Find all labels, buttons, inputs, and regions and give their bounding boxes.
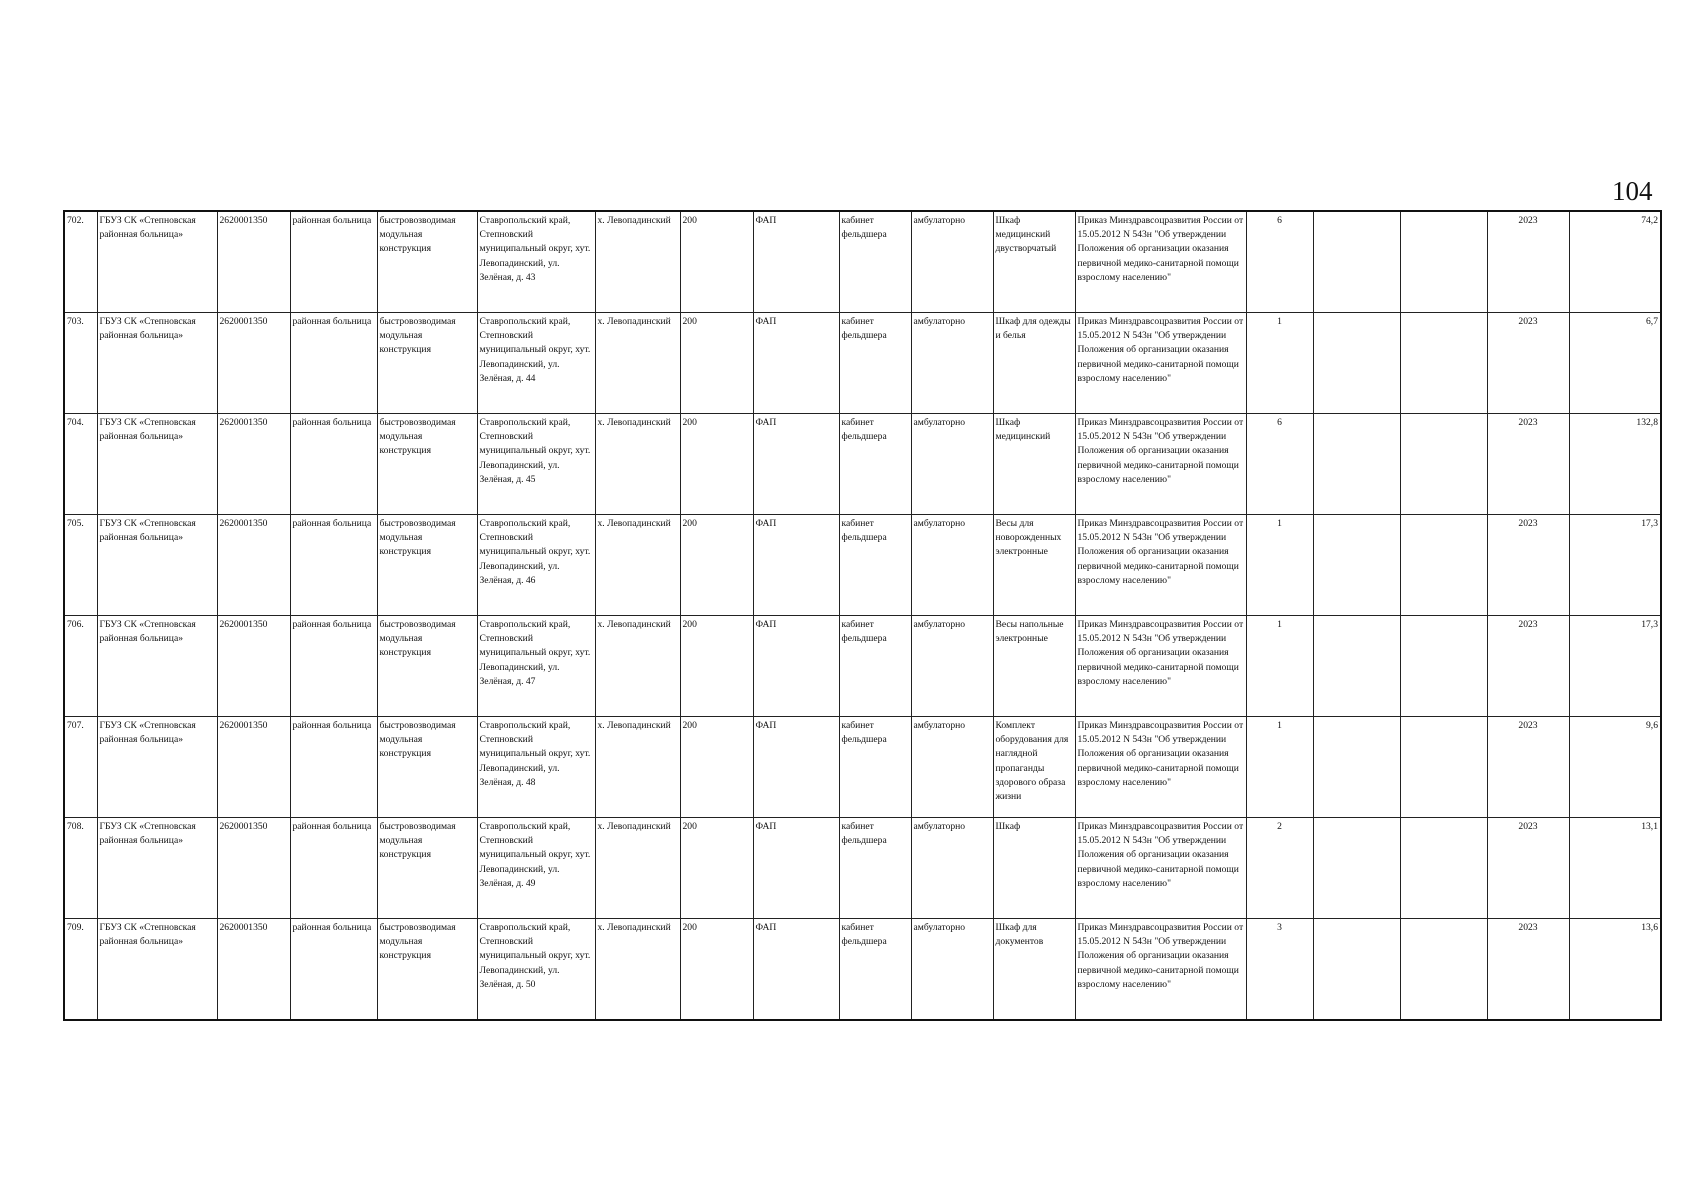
construction-cell: [377, 919, 477, 1021]
settlement-cell: [595, 414, 680, 515]
construction-cell: [377, 313, 477, 414]
type-cell: [290, 616, 377, 717]
address: Ставропольский край, Степновский муниципальный округ, хут. Левопадинский, ул. Зелёная, д. 47: [479, 619, 591, 687]
settlement-cell: [595, 515, 680, 616]
settlement-cell: [595, 313, 680, 414]
table-row: [64, 919, 1661, 1021]
room: кабинет фельдшера: [841, 316, 887, 342]
quantity: 1: [1277, 518, 1282, 529]
extra-cell-1: [1313, 313, 1400, 414]
organization-code: 2620001350: [219, 720, 268, 731]
unit-type: ФАП: [755, 821, 777, 832]
population-cell: [680, 818, 753, 919]
extra-cell-2: [1400, 616, 1487, 717]
equipment-cell: [993, 919, 1075, 1021]
organization-type: районная больница: [292, 821, 372, 832]
room-cell: [839, 616, 911, 717]
equipment-cell: [993, 616, 1075, 717]
unit-type: ФАП: [755, 922, 777, 933]
mode-cell: [911, 515, 993, 616]
care-mode: амбулаторно: [913, 215, 966, 226]
quantity: 2: [1277, 821, 1282, 832]
year-cell: [1487, 919, 1569, 1021]
construction-type: быстровозводимая модульная конструкция: [379, 215, 456, 255]
row-number: 706.: [67, 619, 84, 630]
equipment-name: Шкаф для документов: [995, 922, 1044, 948]
organization-code: 2620001350: [219, 417, 268, 428]
table-row: [64, 313, 1661, 414]
organization: ГБУЗ СК «Степновская районная больница»: [99, 417, 196, 443]
mode-cell: [911, 313, 993, 414]
amount: 17,3: [1641, 619, 1658, 630]
row-number: 702.: [67, 215, 84, 226]
year-cell: [1487, 211, 1569, 313]
extra-cell-1: [1313, 211, 1400, 313]
quantity: 1: [1277, 619, 1282, 630]
construction-type: быстровозводимая модульная конструкция: [379, 720, 456, 760]
organization: ГБУЗ СК «Степновская районная больница»: [99, 215, 196, 241]
type-cell: [290, 919, 377, 1021]
amount-cell: [1569, 211, 1661, 313]
organization-cell: [97, 414, 217, 515]
organization-cell: [97, 211, 217, 313]
construction-cell: [377, 818, 477, 919]
equipment-name: Весы напольные электронные: [995, 619, 1064, 645]
year: 2023: [1518, 316, 1538, 327]
organization-code: 2620001350: [219, 821, 268, 832]
population-cell: [680, 919, 753, 1021]
population: 200: [682, 619, 697, 630]
amount-cell: [1569, 313, 1661, 414]
care-mode: амбулаторно: [913, 316, 966, 327]
order-cell: [1075, 211, 1246, 313]
extra-cell-1: [1313, 616, 1400, 717]
amount-cell: [1569, 515, 1661, 616]
quantity: 6: [1277, 417, 1282, 428]
organization-type: районная больница: [292, 619, 372, 630]
room-cell: [839, 211, 911, 313]
organization: ГБУЗ СК «Степновская районная больница»: [99, 922, 196, 948]
settlement-cell: [595, 616, 680, 717]
organization-type: районная больница: [292, 518, 372, 529]
year-cell: [1487, 414, 1569, 515]
type-cell: [290, 717, 377, 818]
organization-type: районная больница: [292, 215, 372, 226]
construction-type: быстровозводимая модульная конструкция: [379, 316, 456, 356]
order-cell: [1075, 919, 1246, 1021]
extra-cell-2: [1400, 717, 1487, 818]
amount: 6,7: [1646, 316, 1658, 327]
construction-type: быстровозводимая модульная конструкция: [379, 619, 456, 659]
population: 200: [682, 215, 697, 226]
care-mode: амбулаторно: [913, 922, 966, 933]
unit-cell: [753, 818, 839, 919]
extra-cell-2: [1400, 313, 1487, 414]
quantity-cell: [1246, 515, 1313, 616]
organization-code: 2620001350: [219, 619, 268, 630]
room: кабинет фельдшера: [841, 821, 887, 847]
page-number: 104: [1612, 176, 1653, 206]
extra-cell-1: [1313, 414, 1400, 515]
year-cell: [1487, 313, 1569, 414]
mode-cell: [911, 818, 993, 919]
year-cell: [1487, 616, 1569, 717]
organization: ГБУЗ СК «Степновская районная больница»: [99, 316, 196, 342]
organization: ГБУЗ СК «Степновская районная больница»: [99, 619, 196, 645]
row-number: 704.: [67, 417, 84, 428]
quantity-cell: [1246, 919, 1313, 1021]
equipment-cell: [993, 313, 1075, 414]
construction-cell: [377, 515, 477, 616]
amount: 13,1: [1641, 821, 1658, 832]
equipment-cell: [993, 515, 1075, 616]
unit-cell: [753, 211, 839, 313]
table-row: [64, 717, 1661, 818]
address: Ставропольский край, Степновский муниципальный округ, хут. Левопадинский, ул. Зелёная, д. 45: [479, 417, 591, 485]
row-number: 708.: [67, 821, 84, 832]
amount-cell: [1569, 919, 1661, 1021]
address: Ставропольский край, Степновский муниципальный округ, хут. Левопадинский, ул. Зелёная, д. 46: [479, 518, 591, 586]
amount: 132,8: [1636, 417, 1658, 428]
unit-cell: [753, 919, 839, 1021]
address-cell: [477, 616, 595, 717]
year: 2023: [1518, 821, 1538, 832]
settlement: х. Левопадинский: [597, 720, 671, 731]
population-cell: [680, 616, 753, 717]
quantity-cell: [1246, 818, 1313, 919]
table-row: [64, 616, 1661, 717]
quantity: 6: [1277, 215, 1282, 226]
row-number-cell: [64, 515, 97, 616]
amount: 17,3: [1641, 518, 1658, 529]
equipment-name: Комплект оборудования для наглядной пропаганды здорового образа жизни: [995, 720, 1069, 803]
construction-cell: [377, 616, 477, 717]
extra-cell-2: [1400, 211, 1487, 313]
order-cell: [1075, 717, 1246, 818]
quantity: 1: [1277, 720, 1282, 731]
room-cell: [839, 818, 911, 919]
room: кабинет фельдшера: [841, 518, 887, 544]
address: Ставропольский край, Степновский муниципальный округ, хут. Левопадинский, ул. Зелёная, д. 43: [479, 215, 591, 283]
mode-cell: [911, 919, 993, 1021]
organization-code: 2620001350: [219, 518, 268, 529]
organization-cell: [97, 313, 217, 414]
type-cell: [290, 818, 377, 919]
equipment-name: Шкаф медицинский: [995, 417, 1051, 443]
unit-type: ФАП: [755, 316, 777, 327]
row-number-cell: [64, 919, 97, 1021]
regulation-order: Приказ Минздравсоцразвития России от 15.05.2012 N 543н "Об утверждении Положения об организации оказания первичной медико-санитарной помощи взрослому населению": [1077, 720, 1244, 788]
organization-cell: [97, 515, 217, 616]
type-cell: [290, 414, 377, 515]
code-cell: [217, 717, 290, 818]
population: 200: [682, 720, 697, 731]
organization-type: районная больница: [292, 922, 372, 933]
amount: 74,2: [1641, 215, 1658, 226]
organization-code: 2620001350: [219, 922, 268, 933]
organization-cell: [97, 717, 217, 818]
row-number-cell: [64, 818, 97, 919]
quantity-cell: [1246, 211, 1313, 313]
row-number-cell: [64, 616, 97, 717]
care-mode: амбулаторно: [913, 821, 966, 832]
regulation-order: Приказ Минздравсоцразвития России от 15.05.2012 N 543н "Об утверждении Положения об организации оказания первичной медико-санитарной помощи взрослому населению": [1077, 215, 1244, 283]
year: 2023: [1518, 922, 1538, 933]
settlement: х. Левопадинский: [597, 316, 671, 327]
address: Ставропольский край, Степновский муниципальный округ, хут. Левопадинский, ул. Зелёная, д. 48: [479, 720, 591, 788]
construction-type: быстровозводимая модульная конструкция: [379, 922, 456, 962]
year: 2023: [1518, 720, 1538, 731]
care-mode: амбулаторно: [913, 720, 966, 731]
organization-type: районная больница: [292, 417, 372, 428]
year-cell: [1487, 515, 1569, 616]
regulation-order: Приказ Минздравсоцразвития России от 15.05.2012 N 543н "Об утверждении Положения об организации оказания первичной медико-санитарной помощи взрослому населению": [1077, 922, 1244, 990]
organization: ГБУЗ СК «Степновская районная больница»: [99, 720, 196, 746]
organization-type: районная больница: [292, 316, 372, 327]
quantity-cell: [1246, 414, 1313, 515]
row-number-cell: [64, 211, 97, 313]
regulation-order: Приказ Минздравсоцразвития России от 15.05.2012 N 543н "Об утверждении Положения об организации оказания первичной медико-санитарной помощи взрослому населению": [1077, 316, 1244, 384]
room: кабинет фельдшера: [841, 619, 887, 645]
settlement: х. Левопадинский: [597, 518, 671, 529]
unit-type: ФАП: [755, 417, 777, 428]
population: 200: [682, 922, 697, 933]
mode-cell: [911, 717, 993, 818]
type-cell: [290, 515, 377, 616]
row-number-cell: [64, 717, 97, 818]
room-cell: [839, 717, 911, 818]
unit-type: ФАП: [755, 720, 777, 731]
code-cell: [217, 313, 290, 414]
population: 200: [682, 821, 697, 832]
care-mode: амбулаторно: [913, 619, 966, 630]
equipment-cell: [993, 414, 1075, 515]
address: Ставропольский край, Степновский муниципальный округ, хут. Левопадинский, ул. Зелёная, д. 49: [479, 821, 591, 889]
construction-cell: [377, 211, 477, 313]
room-cell: [839, 313, 911, 414]
equipment-registry-table: [63, 210, 1662, 1021]
regulation-order: Приказ Минздравсоцразвития России от 15.05.2012 N 543н "Об утверждении Положения об организации оказания первичной медико-санитарной помощи взрослому населению": [1077, 619, 1244, 687]
organization-type: районная больница: [292, 720, 372, 731]
room-cell: [839, 515, 911, 616]
order-cell: [1075, 313, 1246, 414]
order-cell: [1075, 414, 1246, 515]
organization: ГБУЗ СК «Степновская районная больница»: [99, 518, 196, 544]
care-mode: амбулаторно: [913, 518, 966, 529]
unit-type: ФАП: [755, 518, 777, 529]
settlement: х. Левопадинский: [597, 922, 671, 933]
code-cell: [217, 515, 290, 616]
year: 2023: [1518, 215, 1538, 226]
room-cell: [839, 414, 911, 515]
address-cell: [477, 211, 595, 313]
extra-cell-1: [1313, 515, 1400, 616]
address: Ставропольский край, Степновский муниципальный округ, хут. Левопадинский, ул. Зелёная, д. 50: [479, 922, 591, 990]
organization-code: 2620001350: [219, 316, 268, 327]
address: Ставропольский край, Степновский муниципальный округ, хут. Левопадинский, ул. Зелёная, д. 44: [479, 316, 591, 384]
quantity-cell: [1246, 717, 1313, 818]
extra-cell-2: [1400, 414, 1487, 515]
equipment-cell: [993, 818, 1075, 919]
quantity-cell: [1246, 313, 1313, 414]
table-row: [64, 414, 1661, 515]
year: 2023: [1518, 619, 1538, 630]
type-cell: [290, 211, 377, 313]
equipment-cell: [993, 211, 1075, 313]
row-number-cell: [64, 313, 97, 414]
table-row: [64, 211, 1661, 313]
regulation-order: Приказ Минздравсоцразвития России от 15.05.2012 N 543н "Об утверждении Положения об организации оказания первичной медико-санитарной помощи взрослому населению": [1077, 518, 1244, 586]
row-number-cell: [64, 414, 97, 515]
organization: ГБУЗ СК «Степновская районная больница»: [99, 821, 196, 847]
settlement: х. Левопадинский: [597, 417, 671, 428]
table-row: [64, 818, 1661, 919]
address-cell: [477, 818, 595, 919]
construction-cell: [377, 414, 477, 515]
organization-code: 2620001350: [219, 215, 268, 226]
extra-cell-1: [1313, 818, 1400, 919]
unit-cell: [753, 616, 839, 717]
room: кабинет фельдшера: [841, 417, 887, 443]
construction-type: быстровозводимая модульная конструкция: [379, 821, 456, 861]
row-number: 705.: [67, 518, 84, 529]
equipment-name: Шкаф медицинский двустворчатый: [995, 215, 1057, 255]
code-cell: [217, 818, 290, 919]
settlement-cell: [595, 717, 680, 818]
order-cell: [1075, 818, 1246, 919]
equipment-name: Весы для новорожденных электронные: [995, 518, 1062, 558]
type-cell: [290, 313, 377, 414]
population-cell: [680, 414, 753, 515]
settlement-cell: [595, 818, 680, 919]
settlement-cell: [595, 211, 680, 313]
population-cell: [680, 313, 753, 414]
unit-type: ФАП: [755, 619, 777, 630]
organization-cell: [97, 818, 217, 919]
settlement: х. Левопадинский: [597, 619, 671, 630]
organization-cell: [97, 616, 217, 717]
unit-cell: [753, 717, 839, 818]
settlement-cell: [595, 919, 680, 1021]
extra-cell-2: [1400, 818, 1487, 919]
table-body: [64, 211, 1661, 1020]
population-cell: [680, 211, 753, 313]
unit-cell: [753, 414, 839, 515]
mode-cell: [911, 414, 993, 515]
year-cell: [1487, 717, 1569, 818]
mode-cell: [911, 616, 993, 717]
amount-cell: [1569, 616, 1661, 717]
order-cell: [1075, 616, 1246, 717]
address-cell: [477, 515, 595, 616]
quantity: 3: [1277, 922, 1282, 933]
quantity: 1: [1277, 316, 1282, 327]
quantity-cell: [1246, 616, 1313, 717]
order-cell: [1075, 515, 1246, 616]
room: кабинет фельдшера: [841, 720, 887, 746]
year-cell: [1487, 818, 1569, 919]
code-cell: [217, 211, 290, 313]
population: 200: [682, 417, 697, 428]
population: 200: [682, 518, 697, 529]
construction-type: быстровозводимая модульная конструкция: [379, 518, 456, 558]
mode-cell: [911, 211, 993, 313]
population-cell: [680, 515, 753, 616]
amount: 9,6: [1646, 720, 1658, 731]
population: 200: [682, 316, 697, 327]
construction-cell: [377, 717, 477, 818]
address-cell: [477, 717, 595, 818]
settlement: х. Левопадинский: [597, 821, 671, 832]
row-number: 703.: [67, 316, 84, 327]
room: кабинет фельдшера: [841, 215, 887, 241]
year: 2023: [1518, 417, 1538, 428]
organization-cell: [97, 919, 217, 1021]
extra-cell-2: [1400, 515, 1487, 616]
code-cell: [217, 919, 290, 1021]
care-mode: амбулаторно: [913, 417, 966, 428]
room-cell: [839, 919, 911, 1021]
extra-cell-2: [1400, 919, 1487, 1021]
row-number: 709.: [67, 922, 84, 933]
address-cell: [477, 313, 595, 414]
regulation-order: Приказ Минздравсоцразвития России от 15.05.2012 N 543н "Об утверждении Положения об организации оказания первичной медико-санитарной помощи взрослому населению": [1077, 417, 1244, 485]
table-row: [64, 515, 1661, 616]
construction-type: быстровозводимая модульная конструкция: [379, 417, 456, 457]
regulation-order: Приказ Минздравсоцразвития России от 15.05.2012 N 543н "Об утверждении Положения об организации оказания первичной медико-санитарной помощи взрослому населению": [1077, 821, 1244, 889]
code-cell: [217, 616, 290, 717]
equipment-name: Шкаф для одежды и белья: [995, 316, 1071, 342]
room: кабинет фельдшера: [841, 922, 887, 948]
address-cell: [477, 414, 595, 515]
row-number: 707.: [67, 720, 84, 731]
amount-cell: [1569, 717, 1661, 818]
unit-cell: [753, 515, 839, 616]
address-cell: [477, 919, 595, 1021]
amount-cell: [1569, 818, 1661, 919]
extra-cell-1: [1313, 717, 1400, 818]
equipment-cell: [993, 717, 1075, 818]
amount: 13,6: [1641, 922, 1658, 933]
unit-type: ФАП: [755, 215, 777, 226]
settlement: х. Левопадинский: [597, 215, 671, 226]
unit-cell: [753, 313, 839, 414]
population-cell: [680, 717, 753, 818]
amount-cell: [1569, 414, 1661, 515]
year: 2023: [1518, 518, 1538, 529]
extra-cell-1: [1313, 919, 1400, 1021]
code-cell: [217, 414, 290, 515]
equipment-name: Шкаф: [995, 821, 1021, 832]
